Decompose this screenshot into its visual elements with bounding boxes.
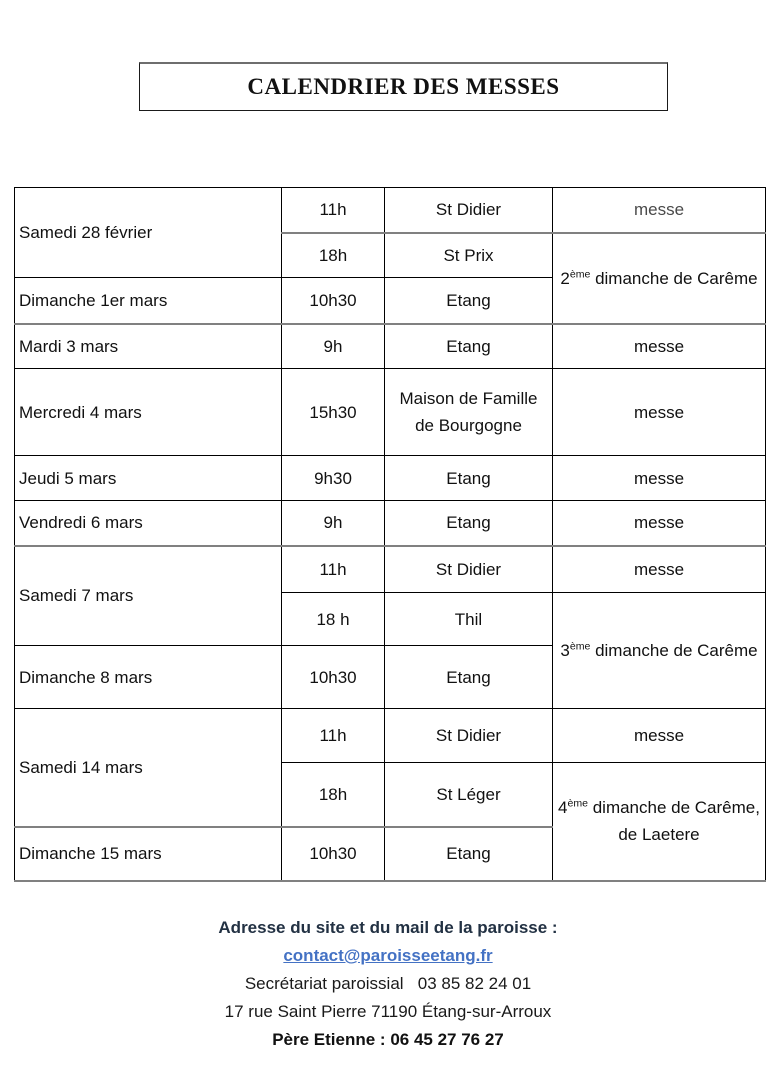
title-box <box>139 62 668 111</box>
page-title: CALENDRIER DES MESSES <box>247 74 560 99</box>
table-row <box>15 546 766 593</box>
time-cell: 11h <box>282 546 385 593</box>
note-cell: messe <box>553 324 766 369</box>
time-cell: 10h30 <box>282 827 385 881</box>
note-cell <box>553 763 766 881</box>
note-superscript: ème <box>569 267 591 280</box>
note-superscript: ème <box>567 797 588 810</box>
note-text: dimanche de Carême, de Laetere <box>587 798 760 845</box>
footer-email-line <box>0 942 776 970</box>
time-cell: 18h <box>282 763 385 827</box>
footer-address: 17 rue Saint Pierre 71190 Étang-sur-Arroux <box>224 1002 552 1021</box>
note-cell <box>553 593 766 709</box>
footer-heading: Adresse du site et du mail de la paroisse : <box>218 918 558 937</box>
place-cell: St Didier <box>385 546 553 593</box>
time-cell: 11h <box>282 188 385 233</box>
place-cell: Etang <box>385 646 553 709</box>
place-cell: St Léger <box>385 763 553 827</box>
footer-secretariat: Secrétariat paroissial 03 85 82 24 01 <box>244 974 532 993</box>
note-text: dimanche de Carême <box>590 268 758 288</box>
date-cell: Samedi 28 février <box>15 188 282 278</box>
note-text: dimanche de Carême <box>590 641 758 660</box>
place-cell: Maison de Famille de Bourgogne <box>385 369 553 456</box>
date-cell: Dimanche 8 mars <box>15 646 282 709</box>
table-row <box>15 324 766 369</box>
time-cell: 9h30 <box>282 456 385 501</box>
time-cell: 18 h <box>282 593 385 646</box>
date-cell: Dimanche 15 mars <box>15 827 282 881</box>
note-cell: messe <box>553 456 766 501</box>
footer-priest: Père Etienne : 06 45 27 76 27 <box>272 1030 504 1049</box>
footer <box>0 914 776 1054</box>
place-cell: Thil <box>385 593 553 646</box>
date-cell: Samedi 7 mars <box>15 546 282 646</box>
place-cell: Etang <box>385 324 553 369</box>
note-cell: messe <box>553 369 766 456</box>
place-cell: Etang <box>385 827 553 881</box>
note-number: 4 <box>558 798 568 818</box>
time-cell: 15h30 <box>282 369 385 456</box>
date-cell: Vendredi 6 mars <box>15 501 282 546</box>
date-cell: Mardi 3 mars <box>15 324 282 369</box>
time-cell: 10h30 <box>282 646 385 709</box>
place-cell: Etang <box>385 501 553 546</box>
date-cell: Jeudi 5 mars <box>15 456 282 501</box>
time-cell: 10h30 <box>282 278 385 324</box>
note-number: 2 <box>560 268 570 288</box>
date-cell: Samedi 14 mars <box>15 709 282 827</box>
note-cell: messe <box>553 546 766 593</box>
table-row <box>15 369 766 456</box>
place-cell: Etang <box>385 456 553 501</box>
date-cell: Mercredi 4 mars <box>15 369 282 456</box>
time-cell: 11h <box>282 709 385 763</box>
note-number: 3 <box>560 641 570 660</box>
note-cell: messe <box>553 501 766 546</box>
note-cell: messe <box>553 188 766 233</box>
note-cell <box>553 233 766 324</box>
place-cell: St Didier <box>385 709 553 763</box>
date-cell: Dimanche 1er mars <box>15 278 282 324</box>
mass-schedule-table <box>14 187 766 882</box>
note-cell: messe <box>553 709 766 763</box>
table-row <box>15 188 766 233</box>
table-row <box>15 709 766 763</box>
place-cell: St Didier <box>385 188 553 233</box>
place-cell: St Prix <box>385 233 553 278</box>
note-superscript: ème <box>569 640 591 653</box>
table-row <box>15 456 766 501</box>
table-row <box>15 501 766 546</box>
time-cell: 18h <box>282 233 385 278</box>
time-cell: 9h <box>282 501 385 546</box>
time-cell: 9h <box>282 324 385 369</box>
place-cell: Etang <box>385 278 553 324</box>
email-link[interactable]: contact@paroisseetang.fr <box>283 946 493 965</box>
